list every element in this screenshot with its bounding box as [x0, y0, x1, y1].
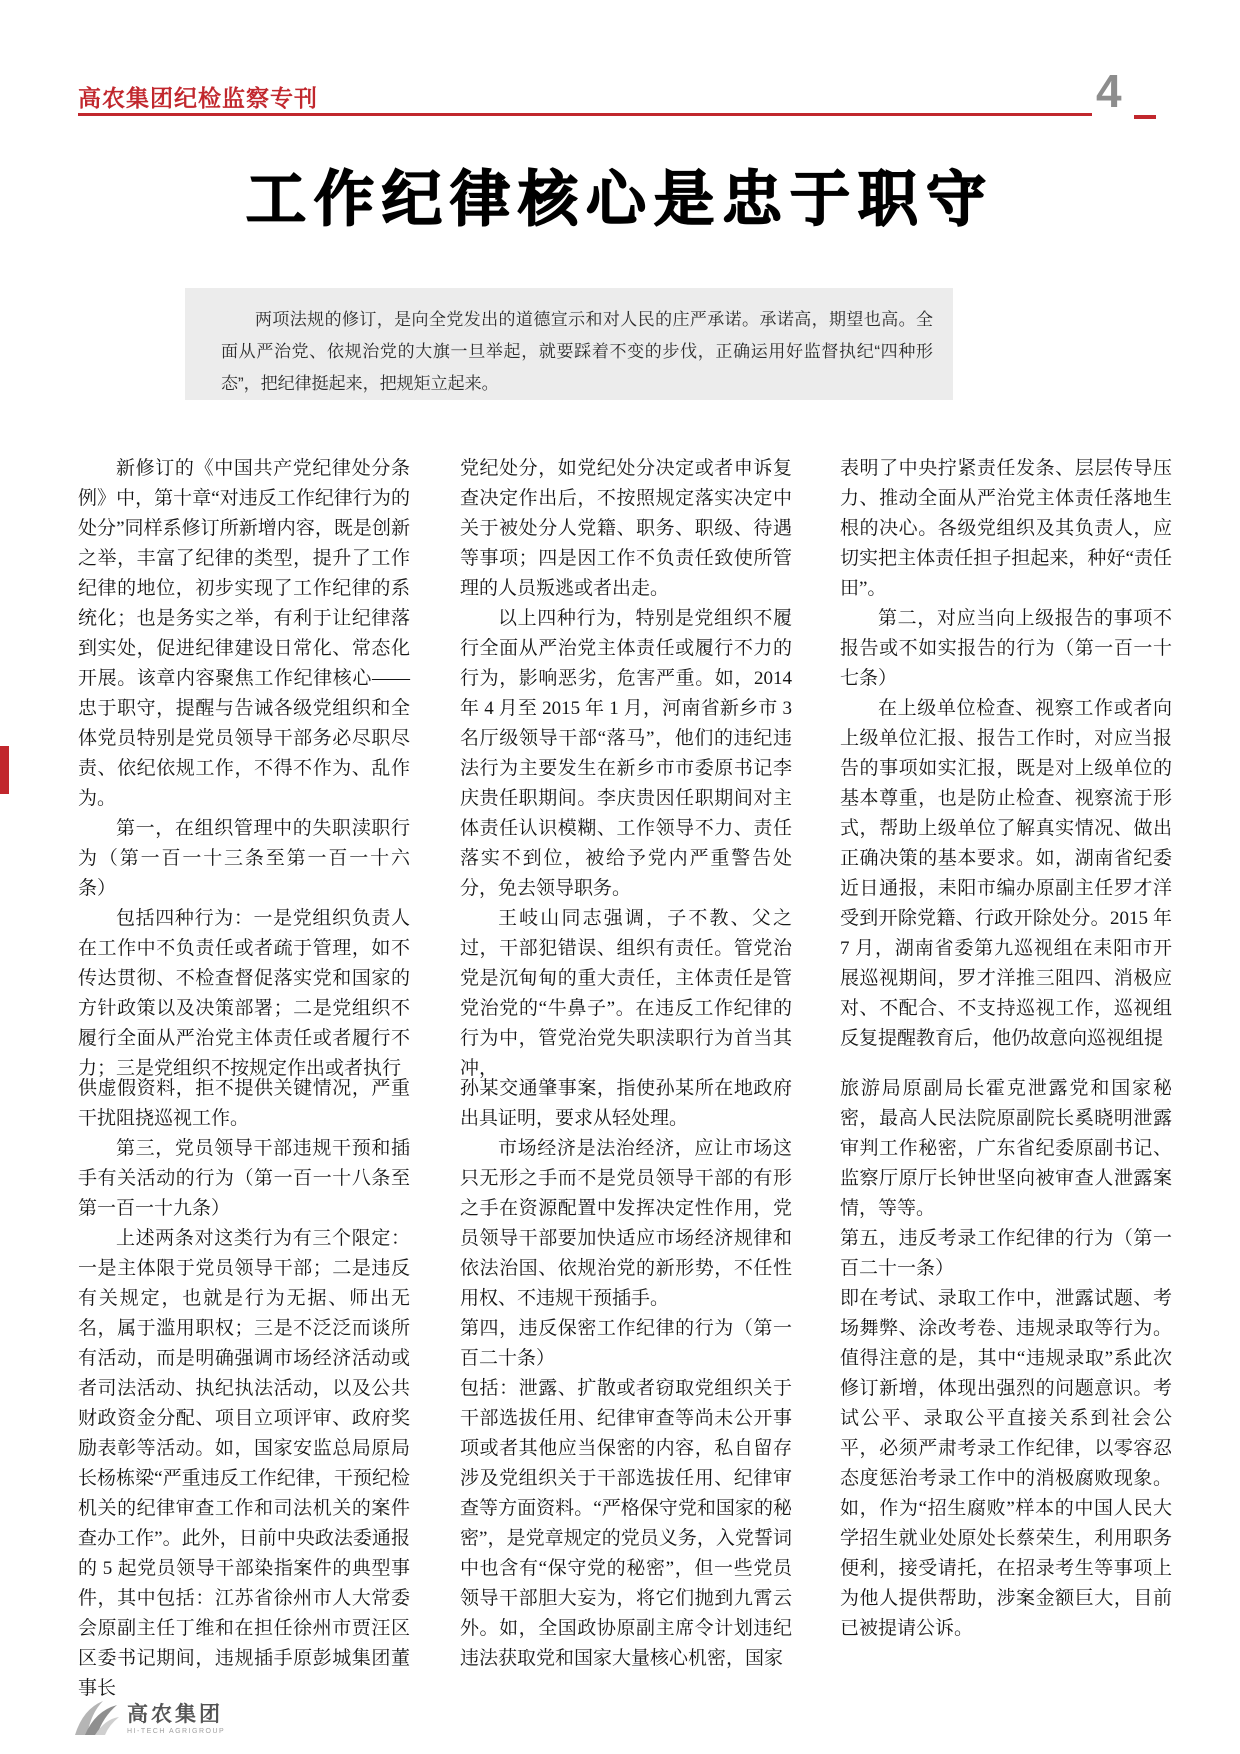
paragraph: 包括四种行为：一是党组织负责人在工作中不负责任或者疏于管理，如不传达贯彻、不检查督促落实党和国家的方针政策以及决策部署；二是党组织不履行全面从严治党主体责任或者履行不力；三是党组织不按规定作出或者执行	[78, 908, 410, 1079]
column-upper-right	[840, 454, 1172, 1054]
logo-text: 高农集团	[127, 1703, 223, 1726]
intro-box	[185, 288, 953, 400]
column-lower-left	[78, 1074, 410, 1704]
paragraph-heading: 第三，党员领导干部违规干预和插手有关活动的行为（第一百一十八条至第一百一十九条）	[78, 1138, 410, 1219]
paragraph: 在上级单位检查、视察工作或者向上级单位汇报、报告工作时，对应当报告的事项如实汇报，既是对上级单位的基本尊重，也是防止检查、视察流于形式，帮助上级单位了解真实情况、做出正确决策的基本要求。如，湖南省纪委近日通报，耒阳市编办原副主任罗才洋受到开除党籍、行政开除处分。2015 年 7 月，湖南省委第九巡视组在耒阳市开展巡视期间，罗才洋推三阻四、消极应对、不配合、不支持巡视工作，巡视组反复提醒教育后，他仍故意向巡视组提	[840, 698, 1172, 1049]
paragraph: 王岐山同志强调，子不教、父之过，干部犯错误、组织有责任。管党治党是沉甸甸的重大责任，主体责任是管党治党的“牛鼻子”。在违反工作纪律的行为中，管党治党失职渎职行为首当其冲，	[460, 908, 792, 1079]
paragraph: 市场经济是法治经济，应让市场这只无形之手而不是党员领导干部的有形之手在资源配置中发挥决定性作用，党员领导干部要加快适应市场经济规律和依法治国、依规治党的新形势，不任性用权、不违规干预插手。	[460, 1138, 792, 1309]
article-title: 工作纪律核心是忠于职守	[246, 166, 994, 233]
paragraph-heading: 第一，在组织管理中的失职渎职行为（第一百一十三条至第一百一十六条）	[78, 818, 410, 899]
page-number-underline	[1134, 115, 1156, 119]
intro-text: 两项法规的修订，是向全党发出的道德宣示和对人民的庄严承诺。承诺高，期望也高。全面从严治党、依规治党的大旗一旦举起，就要踩着不变的步伐，正确运用好监督执纪“四种形态”，把纪律挺起来，把规矩立起来。	[221, 310, 933, 393]
paragraph: 表明了中央拧紧责任发条、层层传导压力、推动全面从严治党主体责任落地生根的决心。各级党组织及其负责人，应切实把主体责任担子担起来，种好“责任田”。	[840, 458, 1172, 599]
paragraph: 党纪处分，如党纪处分决定或者申诉复查决定作出后，不按照规定落实决定中关于被处分人党籍、职务、职级、待遇等事项；四是因工作不负责任致使所管理的人员叛逃或者出走。	[460, 458, 792, 599]
paragraph: 新修订的《中国共产党纪律处分条例》中，第十章“对违反工作纪律行为的处分”同样系修订所新增内容，既是创新之举，丰富了纪律的类型，提升了工作纪律的地位，初步实现了工作纪律的系统化；也是务实之举，有利于让纪律落到实处，促进纪律建设日常化、常态化开展。该章内容聚焦工作纪律核心——忠于职守，提醒与告诫各级党组织和全体党员特别是党员领导干部务必尽职尽责、依纪依规工作，不得不作为、乱作为。	[78, 458, 410, 809]
paragraph: 旅游局原副局长霍克泄露党和国家秘密，最高人民法院原副院长奚晓明泄露审判工作秘密，广东省纪委原副书记、监察厅原厅长钟世坚向被审查人泄露案情，等等。	[840, 1078, 1172, 1219]
paragraph: 供虚假资料，拒不提供关键情况，严重干扰阻挠巡视工作。	[78, 1078, 410, 1129]
column-upper-left	[78, 454, 410, 1084]
paragraph-heading: 第五，违反考录工作纪律的行为（第一百二十一条）	[840, 1228, 1172, 1279]
paragraph: 即在考试、录取工作中，泄露试题、考场舞弊、涂改考卷、违规录取等行为。值得注意的是，其中“违规录取”系此次修订新增，体现出强烈的问题意识。考试公平、录取公平直接关系到社会公平，必须严肃考录工作纪律，以零容忍态度惩治考录工作中的消极腐败现象。如，作为“招生腐败”样本的中国人民大学招生就业处原处长蔡荣生，利用职务便利，接受请托，在招录考生等事项上为他人提供帮助，涉案金额巨大，目前已被提请公诉。	[840, 1288, 1172, 1639]
column-lower-right	[840, 1074, 1172, 1644]
logo-subtext: HI-TECH AGRIGROUP	[127, 1728, 226, 1735]
paragraph: 上述两条对这类行为有三个限定：一是主体限于党员领导干部；二是违反有关规定，也就是行为无据、师出无名，属于滥用职权；三是不泛泛而谈所有活动，而是明确强调市场经济活动或者司法活动、执纪执法活动，以及公共财政资金分配、项目立项评审、政府奖励表彰等活动。如，国家安监总局原局长杨栋梁“严重违反工作纪律，干预纪检机关的纪律审查工作和司法机关的案件查办工作”。此外，日前中央政法委通报的 5 起党员领导干部染指案件的典型事件，其中包括：江苏省徐州市人大常委会原副主任丁维和在担任徐州市贾汪区区委书记期间，违规插手原彭城集团董事长	[78, 1228, 410, 1699]
column-lower-middle	[460, 1074, 792, 1674]
page-number: 4	[1096, 65, 1122, 117]
logo-swoosh-icon	[74, 1698, 120, 1741]
column-upper-middle	[460, 454, 792, 1084]
paragraph: 以上四种行为，特别是党组织不履行全面从严治党主体责任或履行不力的行为，影响恶劣，危害严重。如，2014 年 4 月至 2015 年 1 月，河南省新乡市 3 名厅级领导干部“落马”，他们的违纪违法行为主要发生在新乡市市委原书记李庆贵任职期间。李庆贵因任职期间对主体责任认识模糊、工作领导不力、责任落实不到位，被给予党内严重警告处分，免去领导职务。	[460, 608, 792, 899]
header-rule	[78, 113, 1092, 116]
paragraph: 包括：泄露、扩散或者窃取党组织关于干部选拔任用、纪律审查等尚未公开事项或者其他应当保密的内容，私自留存涉及党组织关于干部选拔任用、纪律审查等方面资料。“严格保守党和国家的秘密”，是党章规定的党员义务，入党誓词中也含有“保守党的秘密”，但一些党员领导干部胆大妄为，将它们抛到九霄云外。如，全国政协原副主席令计划违纪违法获取党和国家大量核心机密，国家	[460, 1378, 792, 1669]
footer-logo	[74, 1698, 225, 1741]
paragraph-heading: 第二，对应当向上级报告的事项不报告或不如实报告的行为（第一百一十七条）	[840, 608, 1172, 689]
page-edge-marker	[0, 746, 9, 794]
paragraph: 孙某交通肇事案，指使孙某所在地政府出具证明，要求从轻处理。	[460, 1078, 792, 1129]
publication-title: 高农集团纪检监察专刊	[78, 85, 318, 111]
paragraph-heading: 第四，违反保密工作纪律的行为（第一百二十条）	[460, 1318, 792, 1369]
